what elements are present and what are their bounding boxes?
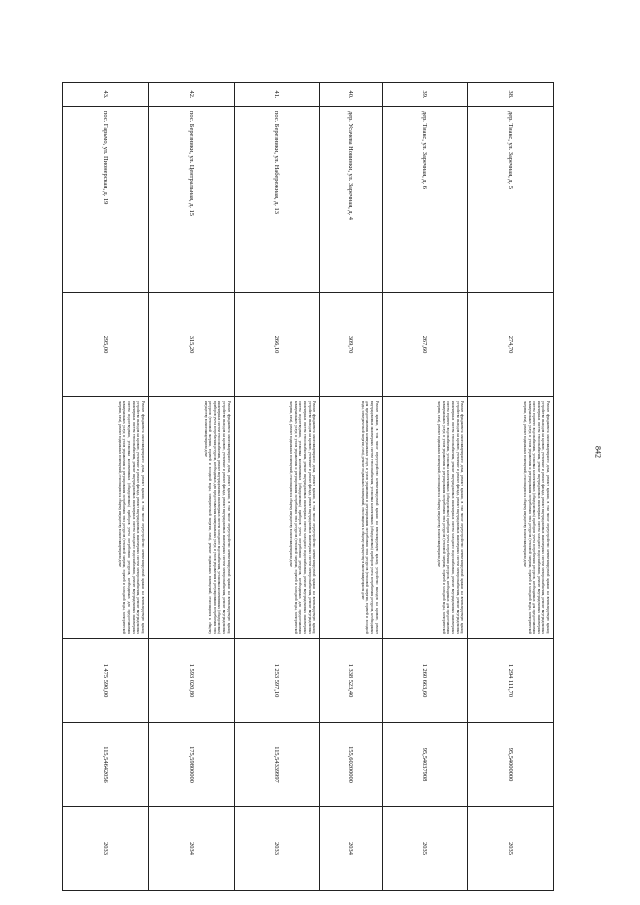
rotated-table-wrapper [62,82,554,890]
specific-cost-cell: 115,54642056 [63,723,149,807]
cost-cell: 1 253 597,10 [234,639,320,723]
specific-cost-cell: 175,59800000 [148,723,234,807]
row-number: 38. [468,83,554,107]
year-cell: 2034 [320,807,382,891]
specific-cost-cell: 115,54339997 [234,723,320,807]
works-cell: Ремонт крыши, в том числе переустройство невентилируемой крыши на вентилируемую крышу, устройство выходов на кровлю, ремонт внутридомовых инженерных систем теплоснабжения, установка коллективных (общедомовых) приборов учета потребления ресурсов, необходимых для предоставления коммунальных услуг, и узлов управления и регулирования потребления этих ресурсов (тепловой энергии, горячей и холодной воды, электрической энергии, газа), ремонт подвальных помещений, относящихся к общему имуществу в многоквартирном доме [320,397,382,639]
table-row [63,83,149,891]
address-cell: пос. Березники, ул. Центральная, д. 15 [148,107,234,293]
year-cell: 2035 [468,807,554,891]
table-row [148,83,234,891]
address-cell: дер. Усачева Новинки, ул. Заречная, д. 4 [320,107,382,293]
year-cell: 2033 [63,807,149,891]
table-row [234,83,320,891]
address-cell: дер. Тиакс, ул. Заречная, д. 6 [382,107,468,293]
area-cell: 266,10 [234,293,320,397]
address-cell: дер. Тиакс, ул. Заречная, д. 5 [468,107,554,293]
area-cell: 309,70 [320,293,382,397]
works-cell: Ремонт фундамента многоквартирного дома, ремонт крыши, в том числе переустройство невентилируемой крыши на вентилируемую крышу, устройство выходов на кровлю, утепление и ремонт фасада, ремонт внутридомовых инженерных систем электроснабжения, ремонт внутридомовых инженерных систем теплоснабжения, ремонт внутридомовых инженерных систем холодного водоснабжения, ремонт внутридомовых инженерных систем горячего водоснабжения, установка коллективных (общедомовых) приборов учета потребления ресурсов, необходимых для предоставления коммунальных услуг, и узлов управления и регулирования потребления этих ресурсов (тепловой энергии, горячей и холодной воды, электрической энергии, газа), ремонт подвальных помещений, относящихся к общему имуществу в многоквартирном доме [382,397,468,639]
row-number: 39. [382,83,468,107]
cost-cell: 1 475 590,00 [63,639,149,723]
year-cell: 2033 [234,807,320,891]
row-number: 42. [148,83,234,107]
area-cell: 315,20 [148,293,234,397]
specific-cost-cell: 95,54000000 [468,723,554,807]
table-row [320,83,382,891]
row-number: 41. [234,83,320,107]
year-cell: 2035 [382,807,468,891]
specific-cost-cell: 155,60200000 [320,723,382,807]
area-cell: 267,60 [382,293,468,397]
address-cell: пос. Гарьмо, ул. Пионерская, д. 19 [63,107,149,293]
table-row [382,83,468,891]
year-cell: 2034 [148,807,234,891]
area-cell: 295,00 [63,293,149,397]
address-cell: пос. Березники, ул. Набережная, д. 13 [234,107,320,293]
cost-cell: 1 260 663,60 [382,639,468,723]
area-cell: 274,70 [468,293,554,397]
row-number: 43. [63,83,149,107]
cost-cell: 1 593 020,80 [148,639,234,723]
works-cell: Ремонт фундамента многоквартирного дома, ремонт крыши, в том числе переустройство невентилируемой крыши на вентилируемую крышу, устройство выходов на кровлю, утепление и ремонт фасада, ремонт внутридомовых инженерных систем электроснабжения, ремонт внутридомовых инженерных систем теплоснабжения, ремонт внутридомовых инженерных систем холодного водоснабжения, ремонт внутридомовых инженерных систем водоотведения, установка коллективных (общедомовых) приборов учета потребления ресурсов, необходимых для предоставления коммунальных услуг, и узлов управления и регулирования потребления этих ресурсов (тепловой энергии, горячей и холодной воды, электрической энергии, газа), ремонт подвальных помещений, относящихся к общему имуществу в многоквартирном доме [63,397,149,639]
capital-repair-table [62,82,554,891]
row-number: 40. [320,83,382,107]
cost-cell: 1 294 111,70 [468,639,554,723]
works-cell: Ремонт фундамента многоквартирного дома, ремонт крыши, в том числе переустройство невентилируемой крыши на вентилируемую крышу, устройство выходов на кровлю, утепление и ремонт фасада, ремонт внутридомовых инженерных систем электроснабжения, ремонт внутридомовых инженерных систем теплоснабжения, ремонт внутридомовых инженерных систем холодного водоснабжения, ремонт внутридомовых инженерных систем горячего водоснабжения, установка коллективных (общедомовых) приборов учета потребления ресурсов, необходимых для предоставления коммунальных услуг, и узлов управления и регулирования потребления этих ресурсов (тепловой энергии, горячей и холодной воды, электрической энергии, газа), ремонт подвальных помещений, относящихся к общему имуществу в многоквартирном доме [468,397,554,639]
works-cell: Ремонт фундамента многоквартирного дома, ремонт крыши, в том числе переустройство невентилируемой крыши на вентилируемую крышу, устройство выходов на кровлю, утепление и ремонт фасада, ремонт внутридомовых инженерных систем электроснабжения, ремонт внутридомовых инженерных систем теплоснабжения, ремонт внутридомовых инженерных систем холодного водоснабжения, ремонт внутридомовых инженерных систем водоотведения, установка коллективных (общедомовых) приборов учета потребления ресурсов, необходимых для предоставления коммунальных услуг, и узлов управления и регулирования потребления этих ресурсов (тепловой энергии, горячей и холодной воды, электрической энергии, газа), ремонт подвальных помещений, относящихся к общему имуществу в многоквартирном доме [234,397,320,639]
table-row [468,83,554,891]
page-number: 842 [593,446,603,458]
specific-cost-cell: 95,54037908 [382,723,468,807]
works-cell: Ремонт фундамента многоквартирного дома, ремонт крыши, в том числе переустройство невентилируемой крыши на вентилируемую крышу, устройство выходов на кровлю, утепление и ремонт фасада, ремонт внутридомовых инженерных систем электроснабжения, ремонт внутридомовых инженерных систем теплоснабжения, ремонт внутридомовых инженерных систем холодного водоснабжения, установка коллективных (общедомовых) приборов учета потребления ресурсов, необходимых для предоставления коммунальных услуг, и узлов управления и регулирования потребления этих ресурсов (тепловой энергии, горячей и холодной воды, электрической энергии, газа), ремонт подвальных помещений, относящихся к общему имуществу в многоквартирном доме [148,397,234,639]
cost-cell: 1 338 523,40 [320,639,382,723]
